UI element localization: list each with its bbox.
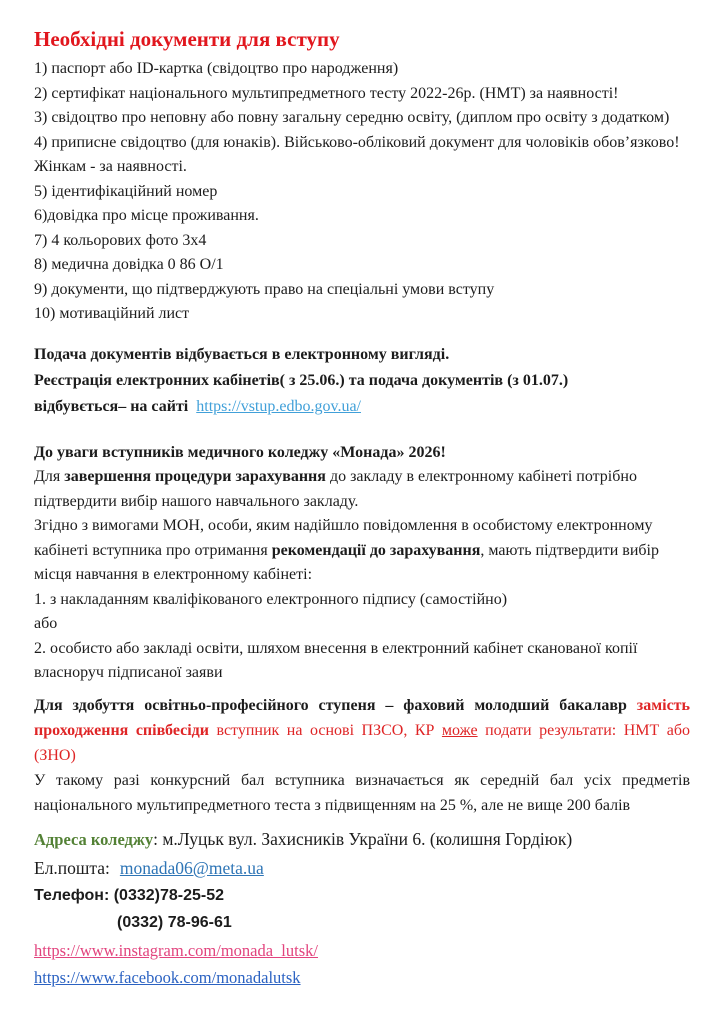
notice-paragraph-1 xyxy=(34,465,690,514)
notice-p1-text: Для xyxy=(34,468,65,485)
enrollment-notice xyxy=(34,441,690,686)
email-label: Ел.пошта: xyxy=(34,857,110,878)
submission-line-2: Реєстрація електронних кабінетів( з 25.06.) та подача документів (з 01.07.) xyxy=(34,371,569,389)
facebook-link[interactable]: https://www.facebook.com/monadalutsk xyxy=(34,968,301,987)
list-item: 5) ідентифікаційний номер xyxy=(34,182,218,200)
notice-paragraph-2 xyxy=(34,514,690,588)
notice-p1-bold: завершення процедури зарахування xyxy=(64,468,326,485)
vstup-site-link[interactable]: https://vstup.edbo.gov.ua/ xyxy=(196,397,361,415)
list-item: 9) документи, що підтверджують право на спеціальні умови вступу xyxy=(34,280,495,298)
email-link[interactable]: monada06@meta.ua xyxy=(119,857,264,878)
required-documents-list xyxy=(34,57,690,327)
notice-p2-bold: рекомендації до зарахування xyxy=(271,541,481,559)
instagram-line xyxy=(34,937,690,965)
may-underlined-word: може xyxy=(441,721,478,739)
applicant-basis-text: вступник на основі ПЗСО, КР xyxy=(208,721,442,739)
confirmation-or: або xyxy=(34,615,58,632)
address-label: Адреса коледжу xyxy=(34,829,154,849)
score-calculation-note: У такому разі конкурсний бал вступника визначається як середній бал усіх предметів національного мультипредметного теста з підвищенням на 25 %, але не вище 200 балів xyxy=(34,771,690,814)
page-title: Необхідні документи для вступу xyxy=(34,27,340,51)
instagram-link[interactable]: https://www.instagram.com/monada_lutsk/ xyxy=(34,940,318,960)
list-item: 10) мотиваційний лист xyxy=(34,305,190,322)
contacts-section xyxy=(34,825,690,992)
list-item: 7) 4 кольорових фото 3х4 xyxy=(34,231,207,249)
submission-line-3 xyxy=(34,394,690,420)
college-address-line xyxy=(34,825,690,854)
notice-heading: До уваги вступників медичного коледжу «Монада» 2026! xyxy=(34,443,446,461)
list-item: 2) сертифікат національного мультипредметного тесту 2022-26р. (НМТ) за наявності! xyxy=(34,84,619,102)
facebook-line xyxy=(34,964,690,992)
list-item: 8) медична довідка 0 86 О/1 xyxy=(34,256,224,273)
list-item: 1) паспорт або ID-картка (свідоцтво про народження) xyxy=(34,60,399,77)
phone-number-1: Телефон: (0332)78-25-52 xyxy=(34,886,225,904)
confirmation-option-2: 2. особисто або закладі освіти, шляхом внесення в електронний кабінет сканованої копії власноруч підписаної заяви xyxy=(34,639,638,681)
interview-alternative-section xyxy=(34,693,690,818)
submission-note xyxy=(34,342,690,420)
submission-line-1: Подача документів відбувається в електронному вигляді. xyxy=(34,345,450,363)
list-item: 6)довідка про місце проживання. xyxy=(34,207,259,224)
list-item: 4) приписне свідоцтво (для юнаків). Військово-обліковий документ для чоловіків обов’язково! Жінкам - за наявності. xyxy=(34,133,680,175)
results-text: подати результати: НМТ або (ЗНО) xyxy=(34,721,691,764)
degree-text-bold: Для здобуття освітньо-професійного ступеня – фаховий молодший бакалавр xyxy=(34,696,637,714)
submission-line-3-label: відбувється– на сайті xyxy=(34,397,189,415)
interview-alternative-paragraph xyxy=(34,693,690,768)
list-item: 3) свідоцтво про неповну або повну загальну середню освіту, (диплом про освіту з додатком) xyxy=(34,109,670,126)
address-value: : м.Луцьк вул. Захисників України 6. (колишня Гордіюк) xyxy=(153,828,573,849)
confirmation-option-1: 1. з накладанням кваліфікованого електронного підпису (самостійно) xyxy=(34,590,508,608)
notice-p2-text: Згідно з вимогами МОН, особи, яким надійшло повідомлення в особистому електронному кабінеті вступника про отримання xyxy=(34,517,653,559)
email-line xyxy=(34,854,690,882)
instead-of-interview-bold-red: замість проходження співбесіди xyxy=(34,696,690,739)
notice-p1-text-end: до закладу в електронному кабінеті потрібно підтвердити вибір нашого навчального закладу. xyxy=(34,468,637,510)
phone-number-2: (0332) 78-96-61 xyxy=(117,914,232,931)
notice-p2-text-end: , мають підтвердити вибір місця навчання в електронному кабінеті: xyxy=(34,541,659,583)
